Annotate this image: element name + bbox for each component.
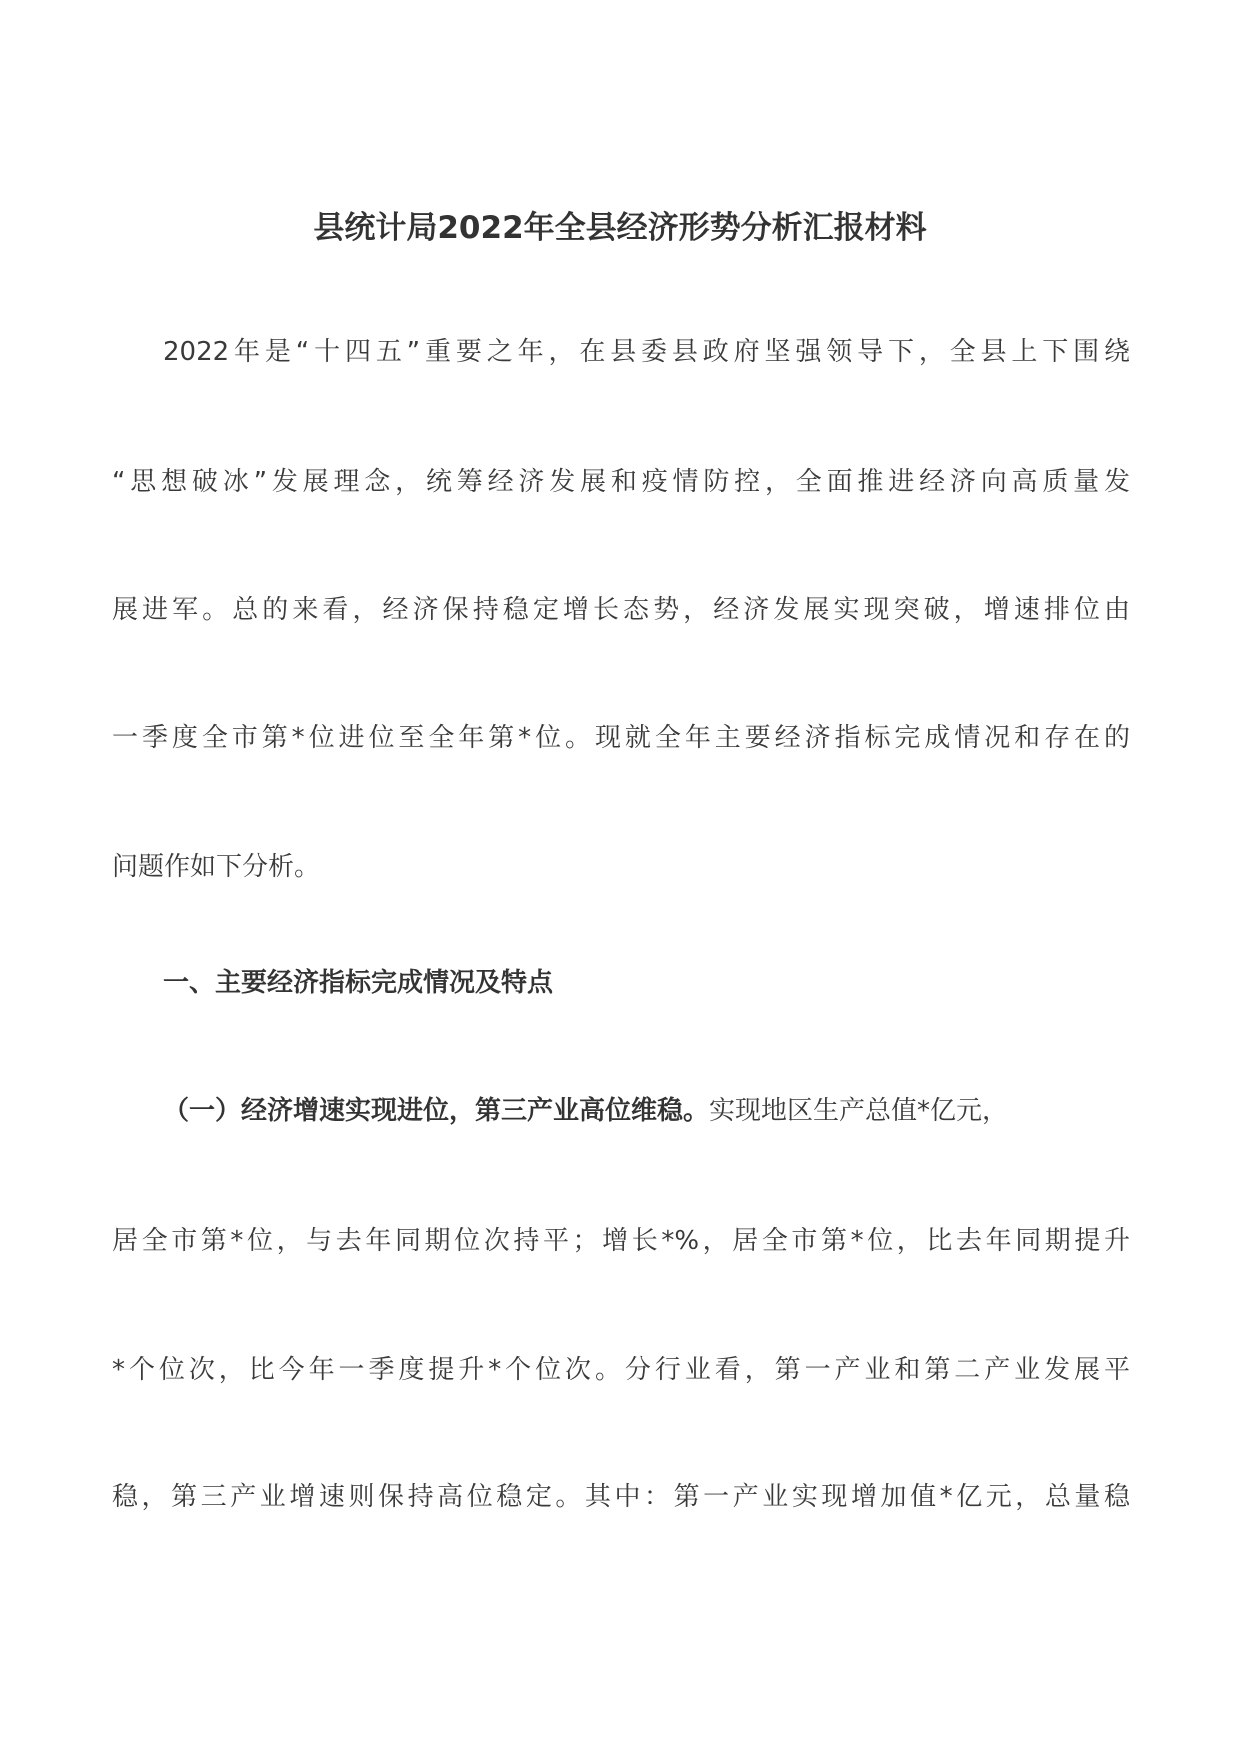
intro-line-5: 问题作如下分析。 bbox=[112, 852, 321, 882]
intro-line-1: 2022年是“十四五”重要之年，在县委县政府坚强领导下，全县上下围绕 bbox=[163, 337, 1130, 367]
document-title: 县统计局2022年全县经济形势分析汇报材料 bbox=[313, 210, 927, 246]
subsection-heading: （一）经济增速实现进位，第三产业高位维稳。 bbox=[163, 1096, 710, 1126]
section-heading: 一、主要经济指标完成情况及特点 bbox=[163, 968, 554, 998]
intro-line-3: 展进军。总的来看，经济保持稳定增长态势，经济发展实现突破，增速排位由 bbox=[112, 595, 1130, 625]
subsection-first-line bbox=[163, 1091, 1130, 1131]
subsection-line-2: 居全市第*位，与去年同期位次持平；增长*%，居全市第*位，比去年同期提升 bbox=[112, 1226, 1130, 1256]
intro-line-4: 一季度全市第*位进位至全年第*位。现就全年主要经济指标完成情况和存在的 bbox=[112, 723, 1130, 753]
subsection-line-4: 稳，第三产业增速则保持高位稳定。其中：第一产业实现增加值*亿元，总量稳 bbox=[112, 1482, 1130, 1512]
subsection-first-line-text: 实现地区生产总值*亿元， bbox=[709, 1096, 1009, 1126]
intro-line-2: “思想破冰”发展理念，统筹经济发展和疫情防控，全面推进经济向高质量发 bbox=[112, 467, 1130, 497]
subsection-line-3: *个位次，比今年一季度提升*个位次。分行业看，第一产业和第二产业发展平 bbox=[112, 1355, 1130, 1385]
